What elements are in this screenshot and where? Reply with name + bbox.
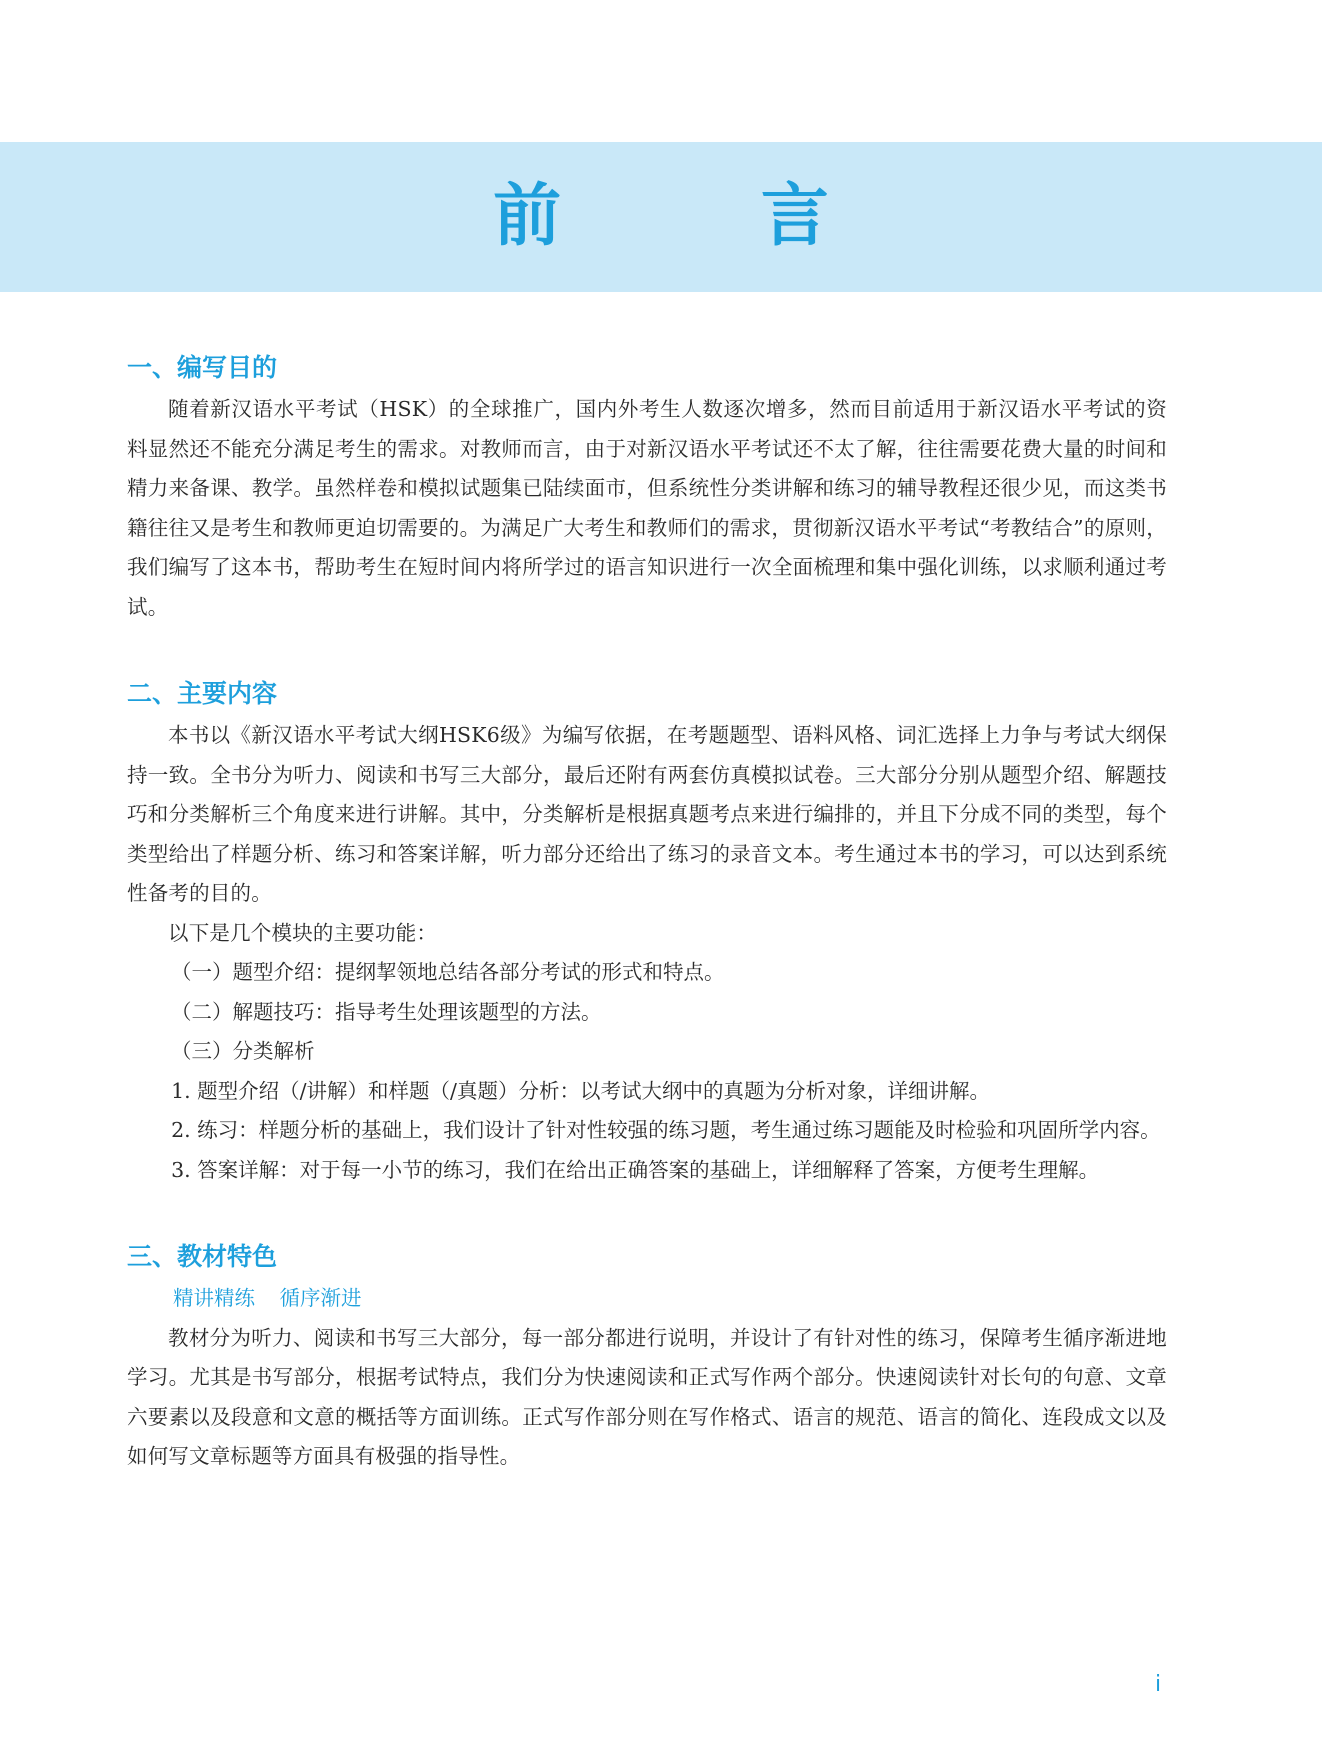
paragraph: 教材分为听力、阅读和书写三大部分，每一部分都进行说明，并设计了有针对性的练习，保障考生循序渐进地学习。尤其是书写部分，根据考试特点，我们分为快速阅读和正式写作两个部分。快速阅读针对长句的句意、文章六要素以及段意和文意的概括等方面训练。正式写作部分则在写作格式、语言的规范、语言的简化、连段成文以及如何写文章标题等方面具有极强的指导性。 [127, 1325, 1167, 1468]
page-number: i [1155, 1672, 1162, 1697]
list-item: 1. 题型介绍（/讲解）和样题（/真题）分析：以考试大纲中的真题为分析对象，详细讲解。 [171, 1078, 990, 1103]
list-item: 2. 练习：样题分析的基础上，我们设计了针对性较强的练习题，考生通过练习题能及时检验和巩固所学内容。 [171, 1118, 1161, 1142]
section-subheading: 精讲精练 循序渐进 [173, 1286, 362, 1310]
list-item: 3. 答案详解：对于每一小节的练习，我们在给出正确答案的基础上，详细解释了答案，方便考生理解。 [171, 1157, 1100, 1182]
paragraph: 随着新汉语水平考试（HSK）的全球推广，国内外考生人数逐次增多，然而目前适用于新汉语水平考试的资料显然还不能充分满足考生的需求。对教师而言，由于对新汉语水平考试还不太了解，往往需要花费大量的时间和精力来备课、教学。虽然样卷和模拟试题集已陆续面市，但系统性分类讲解和练习的辅导教程还很少见，而这类书籍往往又是考生和教师更迫切需要的。为满足广大考生和教师们的需求，贯彻新汉语水平考试“考教结合”的原则，我们编写了这本书，帮助考生在短时间内将所学过的语言知识进行一次全面梳理和集中强化训练，以求顺利通过考试。 [127, 397, 1167, 619]
page-content [127, 348, 1167, 1477]
title-banner [0, 142, 1322, 292]
module-item: （二）解题技巧：指导考生处理该题型的方法。 [171, 999, 602, 1024]
module-item: （一）题型介绍：提纲挈领地总结各部分考试的形式和特点。 [171, 960, 725, 984]
section-heading: 三、教材特色 [127, 1242, 278, 1271]
section-purpose [127, 348, 1167, 627]
section-main-content [127, 674, 1167, 1190]
module-item: （三）分类解析 [171, 1039, 315, 1063]
section-heading: 二、主要内容 [127, 679, 278, 708]
paragraph: 以下是几个模块的主要功能： [168, 920, 438, 945]
paragraph: 本书以《新汉语水平考试大纲HSK6级》为编写依据，在考题题型、语料风格、词汇选择上力争与考试大纲保持一致。全书分为听力、阅读和书写三大部分，最后还附有两套仿真模拟试卷。三大部分分别从题型介绍、解题技巧和分类解析三个角度来进行讲解。其中，分类解析是根据真题考点来进行编排的，并且下分成不同的类型，每个类型给出了样题分析、练习和答案详解，听力部分还给出了练习的录音文本。考生通过本书的学习，可以达到系统性备考的目的。 [127, 723, 1167, 905]
section-heading: 一、编写目的 [127, 353, 278, 382]
section-features [127, 1237, 1167, 1477]
page-title: 前 言 [493, 177, 917, 256]
